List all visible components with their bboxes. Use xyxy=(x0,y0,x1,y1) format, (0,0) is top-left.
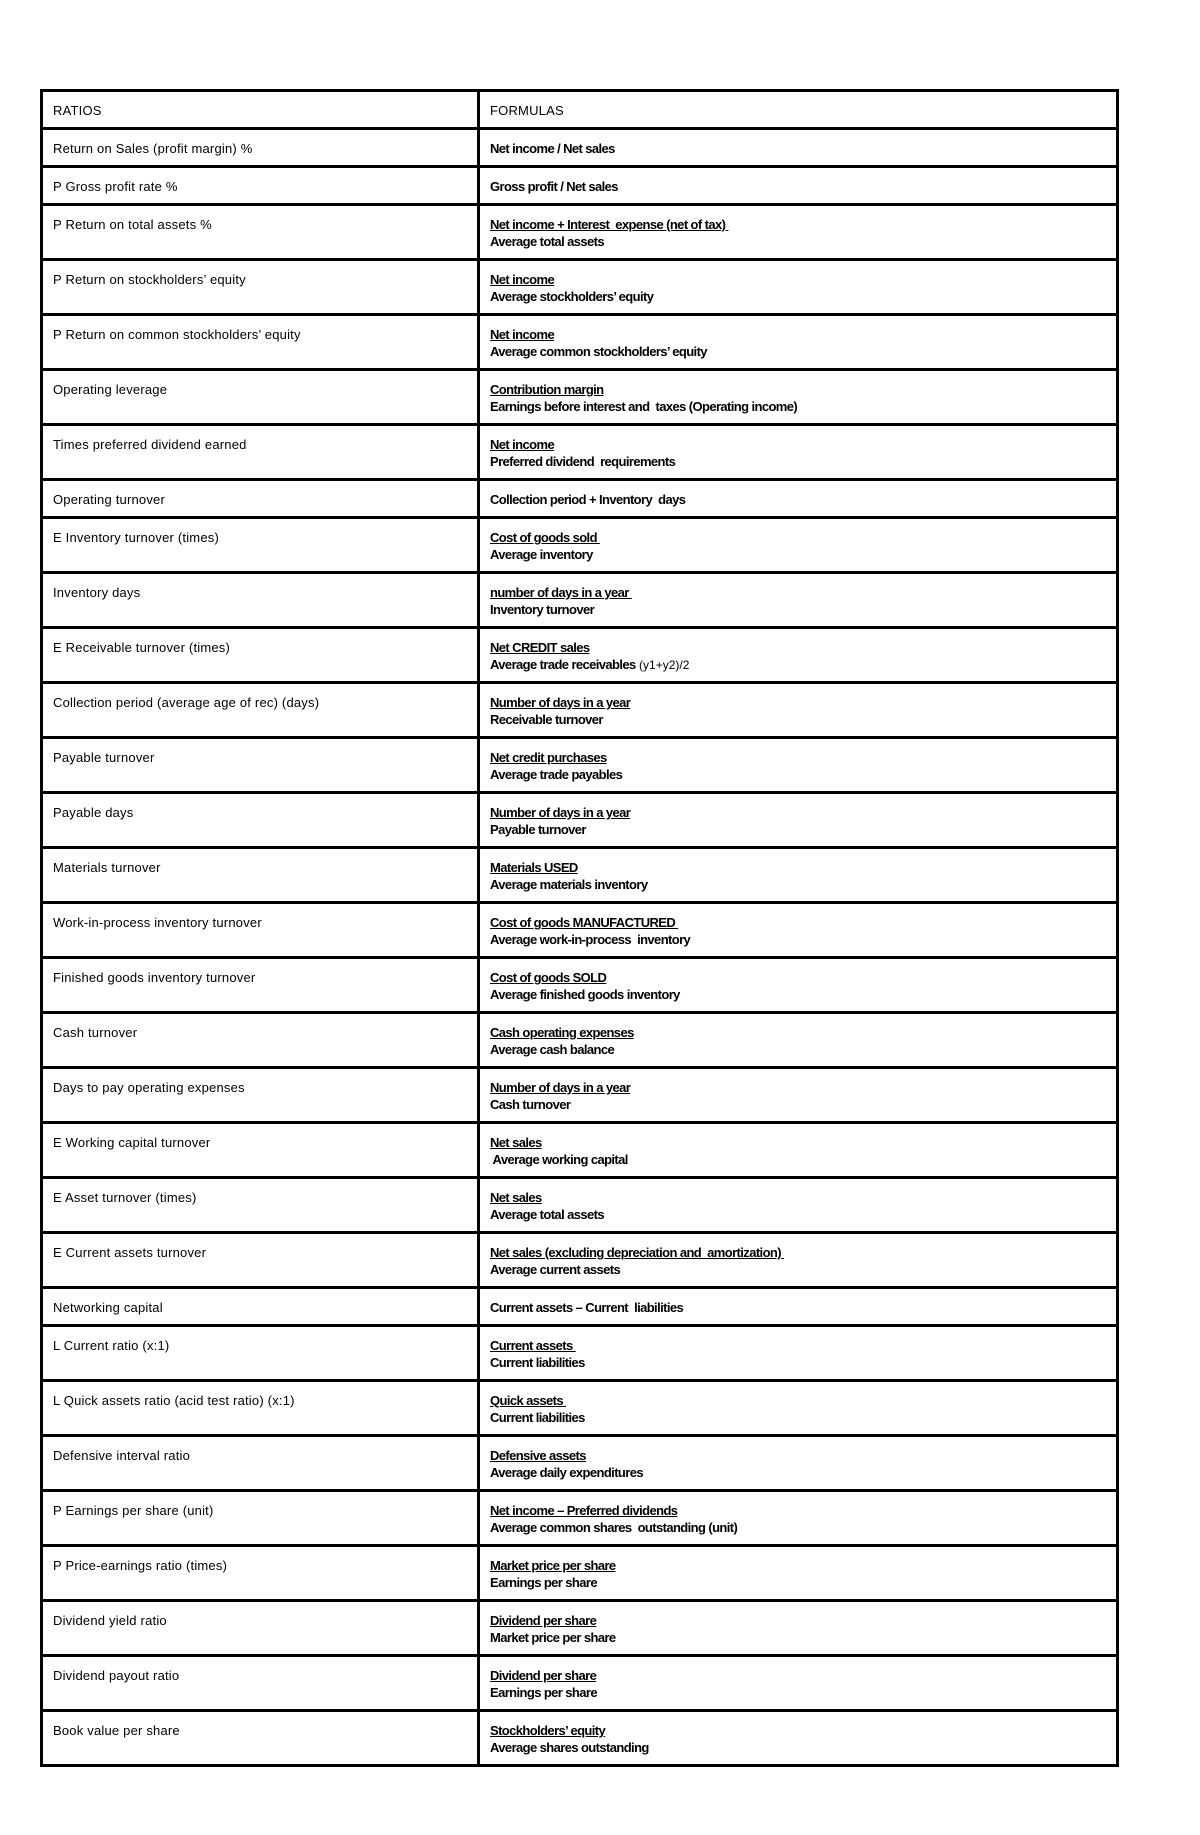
formula-cell xyxy=(479,129,1118,167)
ratio-cell xyxy=(42,167,479,205)
ratio-name: Work-in-process inventory turnover xyxy=(53,915,262,930)
table-row xyxy=(42,260,1118,315)
ratio-name: E Current assets turnover xyxy=(53,1245,207,1260)
ratio-cell xyxy=(42,1068,479,1123)
ratio-name: L Quick assets ratio (acid test ratio) (x:1) xyxy=(53,1393,295,1408)
formula-numerator: Cost of goods SOLD xyxy=(490,970,607,985)
ratio-name: E Receivable turnover (times) xyxy=(53,640,231,655)
formula-cell xyxy=(479,425,1118,480)
ratio-cell xyxy=(42,738,479,793)
ratio-name: Times preferred dividend earned xyxy=(53,437,247,452)
formula-cell xyxy=(479,1656,1118,1711)
formula xyxy=(490,1079,1106,1113)
formula-cell xyxy=(479,1326,1118,1381)
formula-denominator-line xyxy=(490,233,1106,250)
ratio-cell xyxy=(42,1013,479,1068)
table-row xyxy=(42,1233,1118,1288)
table-row xyxy=(42,793,1118,848)
formula-denominator-line xyxy=(490,1354,1106,1371)
ratio-cell xyxy=(42,1381,479,1436)
ratio-cell xyxy=(42,1711,479,1766)
formula-cell xyxy=(479,793,1118,848)
formula-numerator: Net credit purchases xyxy=(490,750,607,765)
formula-denominator: Average working capital xyxy=(490,1152,628,1167)
ratio-name: E Inventory turnover (times) xyxy=(53,530,219,545)
formula-denominator: Average trade payables xyxy=(490,767,623,782)
formula xyxy=(490,1299,1106,1316)
ratio-name: Operating turnover xyxy=(53,492,165,507)
ratio-name: Collection period (average age of rec) (days) xyxy=(53,695,320,710)
formula xyxy=(490,1722,1106,1756)
formula-denominator: Current liabilities xyxy=(490,1355,585,1370)
table-row xyxy=(42,315,1118,370)
formula xyxy=(490,1024,1106,1058)
formula-numerator: Cost of goods sold xyxy=(490,530,600,545)
table-body xyxy=(42,91,1118,1766)
formula-cell xyxy=(479,370,1118,425)
ratio-name: E Working capital turnover xyxy=(53,1135,211,1150)
table-row xyxy=(42,1068,1118,1123)
formula xyxy=(490,859,1106,893)
ratio-name: Cash turnover xyxy=(53,1025,138,1040)
formula-denominator-line xyxy=(490,546,1106,563)
formula xyxy=(490,749,1106,783)
formula xyxy=(490,271,1106,305)
formula-denominator-line xyxy=(490,1519,1106,1536)
formula-denominator: Current liabilities xyxy=(490,1410,585,1425)
table-row xyxy=(42,738,1118,793)
formula-denominator-line xyxy=(490,453,1106,470)
ratio-cell xyxy=(42,573,479,628)
formula-numerator: Number of days in a year xyxy=(490,805,631,820)
table-row xyxy=(42,1288,1118,1326)
formula-numerator: Net sales xyxy=(490,1190,542,1205)
formula-denominator-line xyxy=(490,876,1106,893)
formula-cell xyxy=(479,518,1118,573)
ratio-name: Return on Sales (profit margin) % xyxy=(53,141,253,156)
ratio-cell xyxy=(42,1436,479,1491)
formula-denominator: Average daily expenditures xyxy=(490,1465,643,1480)
formula-denominator: Market price per share xyxy=(490,1630,616,1645)
formula-numerator: Number of days in a year xyxy=(490,695,631,710)
formula-cell xyxy=(479,167,1118,205)
ratio-cell xyxy=(42,315,479,370)
formula-denominator-line xyxy=(490,343,1106,360)
table-row xyxy=(42,1546,1118,1601)
table-row xyxy=(42,958,1118,1013)
formula xyxy=(490,584,1106,618)
ratio-name: P Price-earnings ratio (times) xyxy=(53,1558,228,1573)
formula-cell xyxy=(479,1711,1118,1766)
formula-denominator-line xyxy=(490,1151,1106,1168)
ratio-cell xyxy=(42,1656,479,1711)
formula xyxy=(490,1244,1106,1278)
formula-numerator: Net income – Preferred dividends xyxy=(490,1503,678,1518)
formula-denominator: Average shares outstanding xyxy=(490,1740,649,1755)
formula-numerator: Defensive assets xyxy=(490,1448,586,1463)
formula-denominator: Average total assets xyxy=(490,1207,604,1222)
table-row xyxy=(42,1381,1118,1436)
formula-cell xyxy=(479,1013,1118,1068)
formula-denominator-line xyxy=(490,931,1106,948)
formula xyxy=(490,1612,1106,1646)
formula-denominator: Payable turnover xyxy=(490,822,586,837)
formula-text: Collection period + Inventory days xyxy=(490,492,686,507)
formula xyxy=(490,140,1106,157)
ratio-name: Days to pay operating expenses xyxy=(53,1080,245,1095)
formula-denominator-line xyxy=(490,1739,1106,1756)
table-header-row xyxy=(42,91,1118,129)
formula-denominator-line xyxy=(490,656,1106,674)
formula-cell xyxy=(479,683,1118,738)
formula xyxy=(490,1667,1106,1701)
table-row xyxy=(42,903,1118,958)
table-row xyxy=(42,205,1118,260)
formula-numerator: Stockholders’ equity xyxy=(490,1723,606,1738)
formula-denominator-line xyxy=(490,711,1106,728)
formula-cell xyxy=(479,1381,1118,1436)
formula-cell xyxy=(479,628,1118,683)
formula-numerator: Cost of goods MANUFACTURED xyxy=(490,915,679,930)
header-formulas-label: FORMULAS xyxy=(490,103,564,118)
formula-denominator-line xyxy=(490,1096,1106,1113)
ratio-cell xyxy=(42,260,479,315)
formula xyxy=(490,326,1106,360)
ratio-name: P Return on total assets % xyxy=(53,217,212,232)
formula-numerator: Net income + Interest expense (net of tax) xyxy=(490,217,729,232)
table-row xyxy=(42,518,1118,573)
table-row xyxy=(42,1013,1118,1068)
formula-numerator: Net income xyxy=(490,437,555,452)
formula-denominator: Average common stockholders’ equity xyxy=(490,344,707,359)
table-row xyxy=(42,573,1118,628)
formula-cell xyxy=(479,1123,1118,1178)
table-row xyxy=(42,370,1118,425)
formula-denominator: Average materials inventory xyxy=(490,877,648,892)
table-row xyxy=(42,1711,1118,1766)
ratio-cell xyxy=(42,205,479,260)
formula xyxy=(490,969,1106,1003)
ratio-cell xyxy=(42,518,479,573)
formula-numerator: Number of days in a year xyxy=(490,1080,631,1095)
formula xyxy=(490,1189,1106,1223)
ratio-name: Inventory days xyxy=(53,585,141,600)
formula-numerator: number of days in a year xyxy=(490,585,632,600)
formula-denominator: Average finished goods inventory xyxy=(490,987,680,1002)
formula-denominator: Average inventory xyxy=(490,547,593,562)
ratio-name: Operating leverage xyxy=(53,382,168,397)
formula-cell xyxy=(479,1436,1118,1491)
formula-numerator: Market price per share xyxy=(490,1558,616,1573)
formula-denominator-line xyxy=(490,1041,1106,1058)
formula-numerator: Net income xyxy=(490,327,555,342)
header-formulas xyxy=(479,91,1118,129)
formula-denominator: Earnings before interest and taxes (Operating income) xyxy=(490,399,798,414)
formula-denominator: Average current assets xyxy=(490,1262,621,1277)
ratio-cell xyxy=(42,628,479,683)
formula xyxy=(490,178,1106,195)
ratio-name: Materials turnover xyxy=(53,860,161,875)
ratio-cell xyxy=(42,1491,479,1546)
ratio-cell xyxy=(42,480,479,518)
ratio-cell xyxy=(42,1233,479,1288)
formula-denominator: Earnings per share xyxy=(490,1685,597,1700)
formula-denominator-line xyxy=(490,398,1106,415)
formula-cell xyxy=(479,315,1118,370)
formula-cell xyxy=(479,205,1118,260)
formula xyxy=(490,914,1106,948)
table-row xyxy=(42,628,1118,683)
ratio-cell xyxy=(42,1288,479,1326)
formula-numerator: Dividend per share xyxy=(490,1613,597,1628)
ratio-cell xyxy=(42,1546,479,1601)
formula-denominator-line xyxy=(490,1684,1106,1701)
table-row xyxy=(42,1178,1118,1233)
formula-text: Net income / Net sales xyxy=(490,141,615,156)
formula-numerator: Net CREDIT sales xyxy=(490,640,590,655)
formula-numerator: Net sales (excluding depreciation and amortization) xyxy=(490,1245,784,1260)
formula-text: Gross profit / Net sales xyxy=(490,179,618,194)
header-ratios xyxy=(42,91,479,129)
ratio-cell xyxy=(42,683,479,738)
ratio-name: P Earnings per share (unit) xyxy=(53,1503,214,1518)
formula-denominator-line xyxy=(490,1574,1106,1591)
formula-numerator: Net income xyxy=(490,272,555,287)
ratio-cell xyxy=(42,425,479,480)
formula-denominator-line xyxy=(490,601,1106,618)
ratio-cell xyxy=(42,903,479,958)
ratio-name: Dividend yield ratio xyxy=(53,1613,167,1628)
formula-cell xyxy=(479,958,1118,1013)
formula-cell xyxy=(479,1178,1118,1233)
ratio-name: Defensive interval ratio xyxy=(53,1448,191,1463)
ratio-name: Payable turnover xyxy=(53,750,155,765)
formula-denominator-line xyxy=(490,288,1106,305)
formula-denominator: Average trade receivables xyxy=(490,657,636,672)
table-row xyxy=(42,1123,1118,1178)
formula-cell xyxy=(479,1546,1118,1601)
ratio-cell xyxy=(42,958,479,1013)
formula-denominator: Earnings per share xyxy=(490,1575,597,1590)
table-row xyxy=(42,167,1118,205)
formula xyxy=(490,1337,1106,1371)
ratio-name: P Return on common stockholders’ equity xyxy=(53,327,301,342)
ratio-cell xyxy=(42,793,479,848)
ratio-name: E Asset turnover (times) xyxy=(53,1190,197,1205)
formula-cell xyxy=(479,260,1118,315)
ratio-name: Book value per share xyxy=(53,1723,180,1738)
formula-cell xyxy=(479,1491,1118,1546)
formula-numerator: Net sales xyxy=(490,1135,542,1150)
ratio-cell xyxy=(42,370,479,425)
formula-numerator: Contribution margin xyxy=(490,382,604,397)
table-row xyxy=(42,683,1118,738)
ratio-name: P Return on stockholders’ equity xyxy=(53,272,246,287)
table-row xyxy=(42,425,1118,480)
formula xyxy=(490,639,1106,674)
formula-denominator: Average stockholders’ equity xyxy=(490,289,654,304)
formula-numerator: Dividend per share xyxy=(490,1668,597,1683)
formula xyxy=(490,436,1106,470)
formula-note: (y1+y2)/2 xyxy=(635,658,690,672)
ratio-name: L Current ratio (x:1) xyxy=(53,1338,170,1353)
formula-cell xyxy=(479,738,1118,793)
table-row xyxy=(42,1656,1118,1711)
formula-denominator: Average total assets xyxy=(490,234,604,249)
table-row xyxy=(42,129,1118,167)
formula-denominator-line xyxy=(490,821,1106,838)
formula-numerator: Cash operating expenses xyxy=(490,1025,634,1040)
formula xyxy=(490,381,1106,415)
ratio-cell xyxy=(42,129,479,167)
ratio-cell xyxy=(42,1326,479,1381)
ratio-name: Payable days xyxy=(53,805,134,820)
formula-cell xyxy=(479,1601,1118,1656)
formula xyxy=(490,1557,1106,1591)
ratio-cell xyxy=(42,1601,479,1656)
table-row xyxy=(42,848,1118,903)
formula-numerator: Materials USED xyxy=(490,860,578,875)
formula xyxy=(490,529,1106,563)
formula xyxy=(490,1392,1106,1426)
formula-cell xyxy=(479,573,1118,628)
formula-denominator: Receivable turnover xyxy=(490,712,603,727)
formula xyxy=(490,1134,1106,1168)
header-ratios-label: RATIOS xyxy=(53,103,102,118)
formula-cell xyxy=(479,1068,1118,1123)
formula-denominator: Average work-in-process inventory xyxy=(490,932,691,947)
formula-denominator-line xyxy=(490,1261,1106,1278)
formula-numerator: Current assets xyxy=(490,1338,576,1353)
formula-denominator: Inventory turnover xyxy=(490,602,595,617)
ratio-name: Finished goods inventory turnover xyxy=(53,970,256,985)
formula-cell xyxy=(479,480,1118,518)
table-row xyxy=(42,1491,1118,1546)
table-row xyxy=(42,480,1118,518)
formula-cell xyxy=(479,1233,1118,1288)
formula-denominator-line xyxy=(490,1629,1106,1646)
ratio-cell xyxy=(42,1123,479,1178)
formula-cell xyxy=(479,903,1118,958)
formula-cell xyxy=(479,1288,1118,1326)
formula-numerator: Quick assets xyxy=(490,1393,567,1408)
table-row xyxy=(42,1326,1118,1381)
formula-denominator-line xyxy=(490,766,1106,783)
formula xyxy=(490,694,1106,728)
formula-denominator-line xyxy=(490,1464,1106,1481)
ratio-cell xyxy=(42,1178,479,1233)
table-row xyxy=(42,1436,1118,1491)
ratio-name: Networking capital xyxy=(53,1300,163,1315)
ratio-name: Dividend payout ratio xyxy=(53,1668,180,1683)
formula-denominator-line xyxy=(490,1206,1106,1223)
formula-denominator: Average cash balance xyxy=(490,1042,615,1057)
formula xyxy=(490,491,1106,508)
formula xyxy=(490,804,1106,838)
table-row xyxy=(42,1601,1118,1656)
formula-denominator-line xyxy=(490,986,1106,1003)
formula-denominator: Preferred dividend requirements xyxy=(490,454,676,469)
formula-denominator-line xyxy=(490,1409,1106,1426)
formula-denominator: Cash turnover xyxy=(490,1097,571,1112)
formula-cell xyxy=(479,848,1118,903)
formula-denominator: Average common shares outstanding (unit) xyxy=(490,1520,738,1535)
formula xyxy=(490,216,1106,250)
ratio-name: P Gross profit rate % xyxy=(53,179,178,194)
ratios-formulas-table xyxy=(40,89,1119,1767)
formula xyxy=(490,1447,1106,1481)
formula xyxy=(490,1502,1106,1536)
formula-text: Current assets – Current liabilities xyxy=(490,1300,684,1315)
ratio-cell xyxy=(42,848,479,903)
